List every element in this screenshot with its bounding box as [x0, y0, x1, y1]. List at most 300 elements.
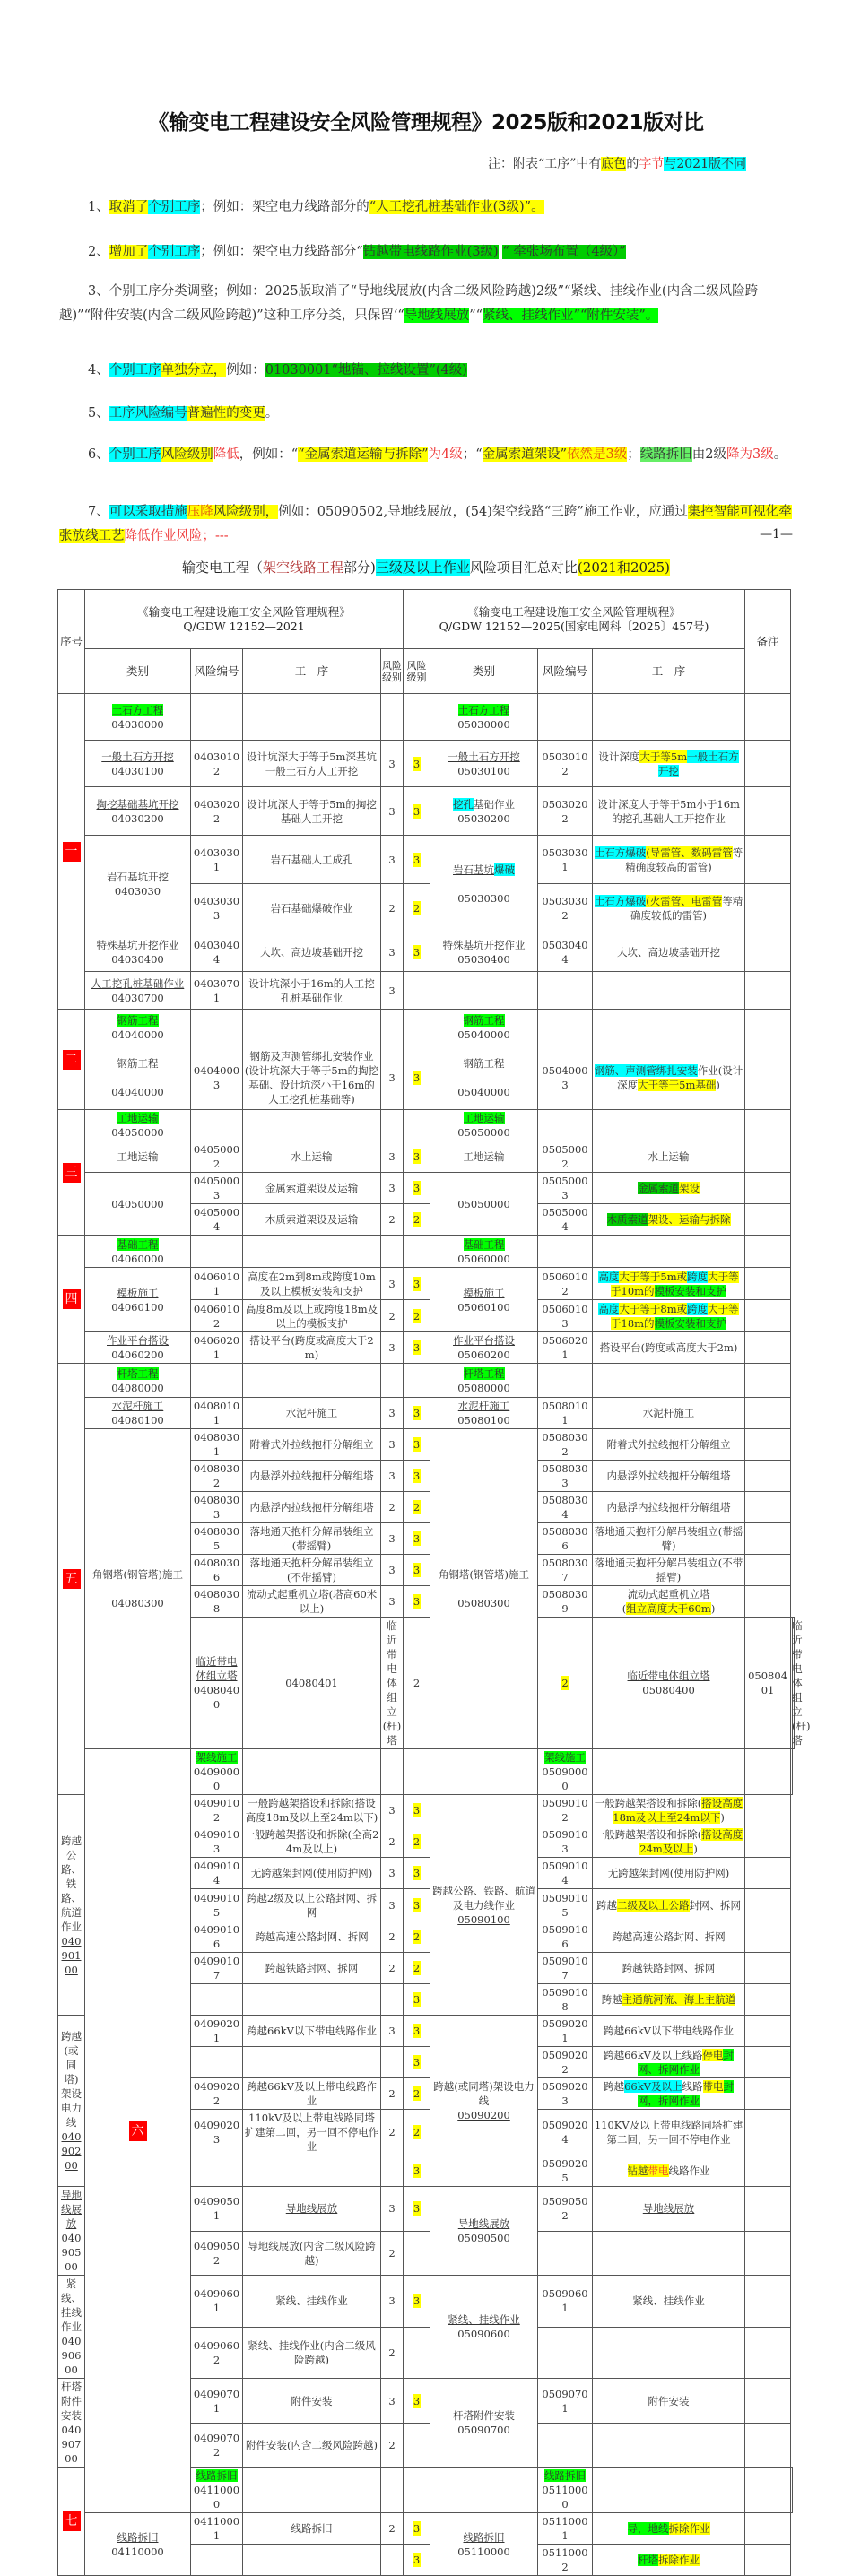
table-cell: 2 [381, 1953, 404, 1984]
table-cell: 岩石基坑爆破 05030300 [430, 836, 538, 932]
table-cell [404, 1364, 430, 1398]
table-cell [243, 1236, 381, 1268]
table-cell [404, 1268, 430, 1300]
table-cell: 紧线、挂线作业 [243, 2276, 381, 2328]
table-cell: 附件安装 [593, 2379, 745, 2424]
point-text: 例如： [226, 363, 265, 377]
table-cell: 2 [381, 1300, 404, 1332]
table-cell: 作业平台搭设 04060200 [85, 1332, 191, 1364]
table-cell: 3 [381, 1523, 404, 1555]
table-cell [404, 1461, 430, 1492]
point-text: ；例如：架空电力线路部分的 [200, 200, 369, 214]
table-cell: 钢筋及声测管绑扎安装作业(设计坑深大于等于5m的掏挖基础、设计坑深小于16m的人工挖孔桩基础等) [243, 1045, 381, 1110]
table-cell [593, 694, 745, 741]
table-cell [404, 2379, 430, 2424]
table-cell [404, 787, 430, 836]
table-cell: 05080307 [538, 1555, 593, 1586]
point-text: 普遍性的变更 [187, 406, 265, 421]
table-cell: 紧线、挂线作业 04090600 [58, 2276, 85, 2379]
table-cell [404, 1749, 430, 1795]
table-cell: 导地线展放 05090500 [430, 2187, 538, 2276]
point-text: 取消了 [109, 200, 149, 214]
level-badge: 3 [413, 1564, 421, 1576]
point-text: 钻越带电线路作业(3级) [362, 245, 499, 259]
level-badge: 2 [413, 1962, 421, 1974]
table-cell: 线路拆旧 05110000 [430, 2513, 538, 2576]
table-cell: 杆塔附件安装 05090700 [430, 2379, 538, 2468]
table-cell [404, 741, 430, 787]
table-cell: 04050002 [191, 1141, 243, 1173]
table-cell [745, 2155, 791, 2187]
section-seq [58, 1110, 85, 1236]
table-cell [745, 2513, 791, 2545]
table-cell: 04040003 [191, 1045, 243, 1110]
table-cell: 水泥杆施工 04080100 [85, 1398, 191, 1429]
table-title-part: 风险项目汇总对比 [469, 559, 578, 576]
table-cell [791, 1749, 793, 1795]
point-text: 降为3级 [726, 447, 774, 462]
table-cell: 05090102 [538, 1795, 593, 1826]
table-cell [745, 1492, 791, 1523]
point-number: 5、 [88, 406, 109, 421]
point-number: 4、 [88, 363, 109, 377]
table-row [58, 787, 795, 836]
point-text: 压降 [187, 505, 213, 519]
level-badge: 3 [413, 2056, 421, 2069]
table-cell [404, 1523, 430, 1555]
table-cell: 05090601 [538, 2276, 593, 2328]
table-title-part: 部分) [343, 559, 376, 576]
table-cell: 3 [381, 2016, 404, 2047]
table-cell [538, 1364, 593, 1398]
table-cell: 05080302 [538, 1429, 593, 1461]
table-cell [593, 2424, 745, 2468]
table-cell [243, 1749, 381, 1795]
point-text: ”“ [573, 308, 587, 323]
level-badge: 3 [413, 1071, 421, 1084]
table-row [58, 1429, 795, 1461]
level-badge: 2 [413, 1213, 421, 1226]
level-badge: 3 [413, 853, 421, 866]
table-cell: 3 [381, 1586, 404, 1618]
table-title-part: 三级及以上作业 [375, 559, 470, 576]
group-2021: 杆塔工程 04080000 [85, 1364, 191, 1398]
table-cell [745, 1889, 791, 1921]
table-cell: 金属索道架设 [593, 1173, 745, 1204]
table-cell [381, 2545, 404, 2576]
point-number: 7、 [88, 505, 109, 519]
table-cell [404, 2513, 430, 2545]
table-cell: 岩石基础人工成孔 [243, 836, 381, 884]
table-cell [745, 2424, 791, 2468]
comparison-table [57, 589, 811, 2576]
point-text: 单独分立， [161, 363, 227, 377]
point-text: 为4级 [428, 447, 463, 462]
table-cell: 3 [381, 787, 404, 836]
table-cell: 大坎、高边坡基础开挖 [243, 932, 381, 972]
table-cell: 流动式起重机立塔 (组立高度大于60m) [593, 1586, 745, 1618]
table-cell: 大坎、高边坡基础开挖 [593, 932, 745, 972]
table-cell [381, 1236, 404, 1268]
table-cell: 导，地线拆除作业 [593, 2513, 745, 2545]
table-cell: 3 [381, 1889, 404, 1921]
point-text: 紧线、挂线作业 [483, 308, 574, 323]
table-cell: 05030102 [538, 741, 593, 787]
table-cell [745, 1749, 791, 1795]
std2021-header [85, 590, 404, 649]
level-badge: 3 [413, 1150, 421, 1163]
table-cell [404, 1236, 430, 1268]
table-cell: 模板施工 05060100 [430, 1268, 538, 1332]
table-cell [745, 741, 791, 787]
table-cell: 04060201 [191, 1332, 243, 1364]
table-cell [404, 1984, 430, 2016]
group-2021: 土石方工程 04030000 [85, 694, 191, 741]
table-cell: 04030301 [191, 836, 243, 884]
table-cell: 掏挖基础基坑开挖 04030200 [85, 787, 191, 836]
point-text: 降低作业风险；--- [124, 529, 229, 543]
table-cell [745, 2016, 791, 2047]
level-badge: 3 [413, 2294, 421, 2308]
table-cell [404, 1795, 430, 1826]
section-number-badge: 一 [63, 842, 81, 862]
level-badge: 3 [413, 2394, 421, 2407]
table-row [58, 1141, 795, 1173]
table-cell [745, 1795, 791, 1826]
table-cell: 04090701 [191, 2379, 243, 2424]
table-cell [593, 1749, 745, 1795]
point-text: ；“ [462, 447, 483, 462]
point-text: 降低 [213, 447, 239, 462]
table-cell: 一般跨越架搭设和拆除(搭设高度18m及以上至24m以下) [243, 1795, 381, 1826]
level-badge: 2 [413, 1930, 421, 1943]
table-cell: 04090102 [191, 1795, 243, 1826]
table-cell [593, 1236, 745, 1268]
table-cell: 作业平台搭设 05060200 [430, 1332, 538, 1364]
table-cell: 跨越66kV以下带电线路作业 [593, 2016, 745, 2047]
table-cell: 04090203 [191, 2110, 243, 2155]
table-cell [404, 1398, 430, 1429]
table-cell: 紧线、挂线作业(内含二级风险跨越) [243, 2327, 381, 2379]
table-cell: 高度大于等于8m或跨度大于等于18m的模板安装和支护 [593, 1300, 745, 1332]
table-cell: 3 [381, 836, 404, 884]
table-cell: 04080306 [191, 1555, 243, 1586]
table-cell: 跨越主通航河流、海上主航道 [593, 1984, 745, 2016]
table-cell [381, 1749, 404, 1795]
table-cell: 搭设平台(跨度或高度大于2m) [243, 1332, 381, 1364]
table-cell: 线路拆旧 04110000 [85, 2513, 191, 2576]
table-cell: 2 [381, 2513, 404, 2545]
point-text: 风险级别 [161, 447, 213, 462]
table-cell [745, 2078, 791, 2110]
table-cell: 2 [381, 2110, 404, 2155]
table-cell [745, 1523, 791, 1555]
table-cell: 落地通天抱杆分解吊装组立(带摇臂) [593, 1523, 745, 1555]
table-cell: 工地运输 [430, 1141, 538, 1173]
table-cell: 设计坑深大于等于5m深基坑一般土石方人工开挖 [243, 741, 381, 787]
table-cell: 3 [381, 1045, 404, 1110]
table-row [58, 1398, 795, 1429]
table-cell: 岩石基础爆破作业 [243, 884, 381, 932]
table-cell: 导地线展放(内含二级风险跨越) [243, 2231, 381, 2276]
table-cell: 一般土石方开挖 04030100 [85, 741, 191, 787]
table-cell [538, 1010, 593, 1045]
note-highlight: 底色 [601, 157, 627, 171]
table-cell [404, 2468, 430, 2513]
table-cell [745, 787, 791, 836]
table-cell: 05090202 [538, 2047, 593, 2078]
point-text: 增加了 [109, 245, 149, 259]
table-cell [745, 2047, 791, 2078]
table-cell [745, 1141, 791, 1173]
table-cell: 钢筋工程 05040000 [430, 1045, 538, 1110]
table-cell: 04080301 [191, 1429, 243, 1461]
group-2025: 线路拆旧 05110000 [538, 2468, 593, 2513]
table-cell [191, 1110, 243, 1141]
level-badge: 3 [413, 1867, 421, 1879]
table-cell: 05030404 [538, 932, 593, 972]
table-cell [381, 1010, 404, 1045]
table-cell [745, 694, 791, 741]
table-cell [593, 1010, 745, 1045]
table-cell: 紧线、挂线作业 05090600 [430, 2276, 538, 2379]
table-cell: 05060102 [538, 1268, 593, 1300]
change-point-1 [59, 195, 793, 220]
table-cell: 04090104 [191, 1858, 243, 1889]
note-red: 字节 [639, 157, 665, 171]
table-cell [243, 694, 381, 741]
level-badge: 3 [413, 1898, 421, 1912]
table-cell [593, 2231, 745, 2276]
point-text: 风险级别， [213, 505, 279, 519]
table-cell: 04030102 [191, 741, 243, 787]
point-text: 由2级 [691, 447, 727, 462]
table-cell [191, 1984, 243, 2016]
table-cell: 05090205 [538, 2155, 593, 2187]
table-cell: 3 [381, 1555, 404, 1586]
table-row [58, 836, 795, 884]
col-level21: 风险级别 [381, 649, 404, 694]
table-cell: 内悬浮外拉线抱杆分解组塔 [243, 1461, 381, 1492]
table-cell: 一般跨越架搭设和拆除(全高24m及以上) [243, 1826, 381, 1858]
table-cell: 04090602 [191, 2327, 243, 2379]
table-cell [404, 1204, 430, 1236]
table-cell: 跨越公路、铁路、航道及电力线作业 05090100 [430, 1795, 538, 2016]
group-2021: 架线施工 04090000 [191, 1749, 243, 1795]
table-row [58, 741, 795, 787]
table-cell [745, 1010, 791, 1045]
table-cell [191, 2155, 243, 2187]
table-cell: 05050002 [538, 1141, 593, 1173]
table-cell [381, 1984, 404, 2016]
group-2021: 钢筋工程 04040000 [85, 1010, 191, 1045]
group-row [58, 1364, 795, 1398]
table-title-part: 输变电工程（ [182, 559, 264, 576]
table-cell: 土石方爆破(火雷管、电雷管等精确度较低的雷管) [593, 884, 745, 932]
table-cell: 05080304 [538, 1492, 593, 1523]
section-seq [58, 1010, 85, 1110]
table-cell [243, 1984, 381, 2016]
table-cell [745, 884, 791, 932]
table-cell: 设计深度大于等于5m小于16m的挖孔基础人工开挖作业 [593, 787, 745, 836]
table-cell: 设计坑深小于16m的人工挖孔桩基础作业 [243, 972, 381, 1010]
table-cell: 临近带电体组立(杆)塔 [791, 1618, 793, 1749]
table-cell [593, 1364, 745, 1398]
table-cell [404, 2047, 430, 2078]
col-proc25: 工 序 [593, 649, 745, 694]
level-badge: 2 [413, 2087, 421, 2100]
group-2021: 线路拆旧 04110000 [191, 2468, 243, 2513]
table-cell: 04050000 [85, 1173, 191, 1236]
table-cell [745, 1364, 791, 1398]
table-cell [404, 1332, 430, 1364]
table-cell: 05110001 [538, 2513, 593, 2545]
level-badge: 2 [413, 901, 421, 915]
table-cell: 附件安装 [243, 2379, 381, 2424]
level-badge: 3 [413, 1438, 421, 1451]
table-cell: 05090701 [538, 2379, 593, 2424]
point-text: 个别工序 [109, 363, 161, 377]
level-badge: 3 [413, 2522, 421, 2535]
table-cell: 04050004 [191, 1204, 243, 1236]
table-cell: 110kV及以上带电线路同塔扩建第二回，另一回不停电作业 [243, 2110, 381, 2155]
table-cell [404, 1045, 430, 1110]
table-cell: 2 [404, 1618, 430, 1749]
table-cell: 落地通天抱杆分解吊装组立(不带摇臂) [243, 1555, 381, 1586]
table-cell [191, 1236, 243, 1268]
table-cell: 05110002 [538, 2545, 593, 2576]
table-cell [243, 2545, 381, 2576]
section-seq [58, 694, 85, 1010]
table-cell: 跨越66kV及以上线路带电封网，拆网作业 [593, 2078, 745, 2110]
table-cell: 05090201 [538, 2016, 593, 2047]
remark-header: 备注 [745, 590, 791, 694]
table-cell: 木质索道架设、运输与拆除 [593, 1204, 745, 1236]
table-cell: 05040003 [538, 1045, 593, 1110]
group-2025: 架线施工 05090000 [538, 1749, 593, 1795]
table-cell: 05050004 [538, 1204, 593, 1236]
level-badge: 3 [413, 1407, 421, 1419]
table-cell: 04090501 [191, 2187, 243, 2232]
table-cell: 高度大于等于5m或跨度大于等于10m的模板安装和支护 [593, 1268, 745, 1300]
table-title [0, 558, 852, 577]
table-cell: 110KV及以上带电线路同塔扩建第二回，另一回不停电作业 [593, 2110, 745, 2155]
table-cell: 05050003 [538, 1173, 593, 1204]
table-cell: 05060201 [538, 1332, 593, 1364]
table-cell [745, 1429, 791, 1461]
level-badge: 2 [413, 2126, 421, 2138]
table-cell: 模板施工 04060100 [85, 1268, 191, 1332]
table-cell: 水泥杆施工 [593, 1398, 745, 1429]
table-cell: 2 [381, 2231, 404, 2276]
table-cell [381, 1364, 404, 1398]
table-cell: 2 [381, 1826, 404, 1858]
table-cell: 05090108 [538, 1984, 593, 2016]
table-cell [745, 1045, 791, 1110]
table-cell [745, 2231, 791, 2276]
table-cell: 附件安装(内含二级风险跨越) [243, 2424, 381, 2468]
table-cell [404, 1300, 430, 1332]
table-cell [745, 1555, 791, 1586]
table-cell [745, 1268, 791, 1300]
table-cell: 临近带电体组立塔 04080400 [191, 1618, 243, 1749]
table-cell: 线路拆旧 [243, 2513, 381, 2545]
table-cell: 3 [381, 1858, 404, 1889]
table-cell [538, 2231, 593, 2276]
table-cell [243, 2155, 381, 2187]
table-row [58, 1268, 795, 1300]
table-cell: 跨越铁路封网、拆网 [593, 1953, 745, 1984]
table-cell: 05080306 [538, 1523, 593, 1555]
std2025-name: 《输变电工程建设施工安全风险管理规程》 [467, 604, 681, 619]
table-cell: 3 [381, 2187, 404, 2232]
table-cell [538, 694, 593, 741]
table-cell [538, 2327, 593, 2379]
table-cell: 2 [381, 2424, 404, 2468]
table-cell [745, 1586, 791, 1618]
table-cell [538, 2424, 593, 2468]
table-cell [191, 1364, 243, 1398]
header-row-columns [58, 649, 795, 694]
table-row [58, 972, 795, 1010]
point-text: ”“ [469, 308, 483, 323]
section-seq [58, 1236, 85, 1364]
table-cell: 水泥杆施工 [243, 1398, 381, 1429]
table-cell: 04090103 [191, 1826, 243, 1858]
table-cell: 跨越2级及以上公路封网、拆网 [243, 1889, 381, 1921]
table-cell [745, 2110, 791, 2155]
table-cell [745, 1826, 791, 1858]
point-text: “金属索道运输与拆除” [298, 447, 429, 462]
table-cell [404, 1953, 430, 1984]
level-badge: 3 [413, 2164, 421, 2177]
table-cell [381, 2047, 404, 2078]
table-cell: 内悬浮内拉线抱杆分解组塔 [243, 1492, 381, 1523]
level-badge: 2 [413, 1309, 421, 1323]
table-cell: 跨越66kV以下带电线路作业 [243, 2016, 381, 2047]
table-cell: 土石方爆破(导雷管、数码雷管等精确度较高的雷管) [593, 836, 745, 884]
table-cell [404, 2016, 430, 2047]
level-badge: 3 [413, 2202, 421, 2216]
table-cell: 设计坑深大于等于5m的掏挖基础人工开挖 [243, 787, 381, 836]
col-cat25: 类别 [430, 649, 538, 694]
table-cell [404, 2110, 430, 2155]
col-code21: 风险编号 [191, 649, 243, 694]
table-cell: 落地通天抱杆分解吊装组立(不带摇臂) [593, 1555, 745, 1586]
table-cell [430, 2468, 538, 2513]
table-cell: 04080303 [191, 1492, 243, 1523]
table-cell [745, 1332, 791, 1364]
table-cell [745, 1984, 791, 2016]
table-cell: 04090502 [191, 2231, 243, 2276]
table-cell [404, 1921, 430, 1953]
table-cell [745, 2545, 791, 2576]
level-badge: 3 [413, 1182, 421, 1194]
table-cell: 跨越二级及以上公路封网、拆网 [593, 1889, 745, 1921]
table-cell: 3 [381, 1173, 404, 1204]
table-cell: 附着式外拉线抱杆分解组立 [243, 1429, 381, 1461]
section-seq [58, 2468, 85, 2576]
table-cell [745, 1953, 791, 1984]
table-cell [404, 2276, 430, 2328]
point-text: 个别工序分类调整；例如：2025版取消了“导地线展放(内含二级风险跨越)2级”“紧线、挂线作业(内含二级风险跨越)”“附件安装(内含二级风险跨越)”这种工序分类，只保留‘“ [59, 284, 759, 323]
table-cell [538, 972, 593, 1010]
table-cell [404, 1010, 430, 1045]
table-cell: 04030404 [191, 932, 243, 972]
table-cell: 05090103 [538, 1826, 593, 1858]
table-cell [745, 1921, 791, 1953]
table-cell: 3 [381, 741, 404, 787]
